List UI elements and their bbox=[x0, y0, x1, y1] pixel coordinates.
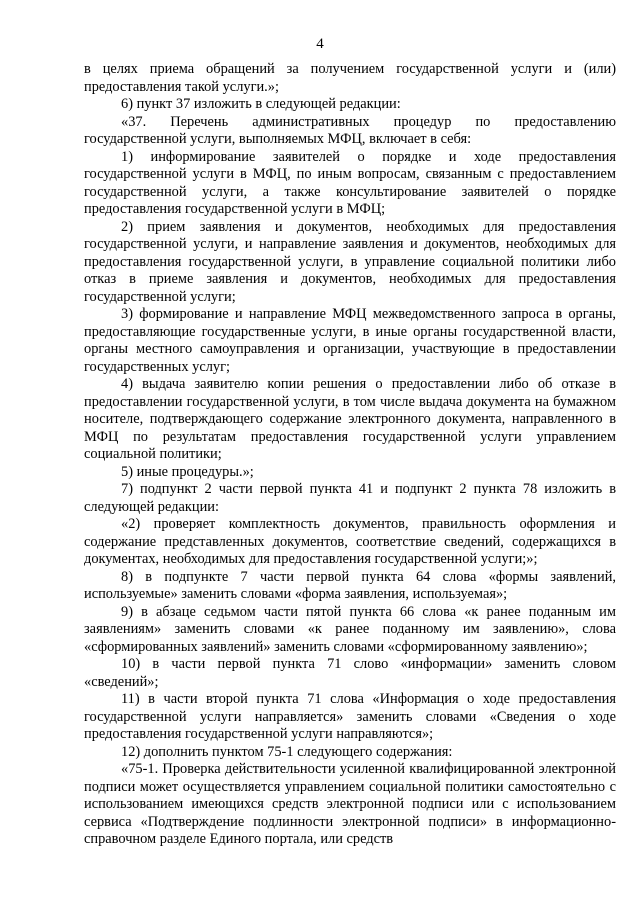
paragraph-point-75-1: «75-1. Проверка действительности усиленной квалифицированной электронной подписи может осуществляется управлением социальной политики самостоятельно с использованием имеющихся средств электронной подписи или с использованием сервиса «Подтверждение подлинности электронной подписи» в информационно-справочном разделе Единого портала, или средств bbox=[84, 761, 616, 847]
paragraph-subitem-4: 4) выдача заявителю копии решения о предоставлении либо об отказе в предоставлении государственной услуги, в том числе выдача документа на бумажном носителе, подтверждающего содержание электронного документа, направленного в МФЦ по результатам предоставления государственной услуги управлением социальной политики; bbox=[84, 376, 616, 462]
paragraph-quote-2: «2) проверяет комплектность документов, правильность оформления и содержание представленных документов, соответствие сведений, содержащихся в документах, необходимых для предоставления государственной услуги;»; bbox=[84, 516, 616, 567]
page-number: 4 bbox=[316, 36, 324, 52]
paragraph-item-7: 7) подпункт 2 части первой пункта 41 и подпункт 2 пункта 78 изложить в следующей редакции: bbox=[84, 481, 616, 515]
paragraph-item-12: 12) дополнить пунктом 75-1 следующего содержания: bbox=[121, 743, 453, 760]
paragraph-item-11: 11) в части второй пункта 71 слова «Информация о ходе предоставления государственной услуги направляется» заменить словами «Сведения о ходе предоставления государственной услуги направляются»; bbox=[84, 691, 616, 742]
document-body bbox=[84, 61, 616, 849]
paragraph-subitem-5: 5) иные процедуры.»; bbox=[121, 463, 254, 480]
paragraph-item-6: 6) пункт 37 изложить в следующей редакции: bbox=[121, 96, 401, 112]
paragraph-subitem-1: 1) информирование заявителей о порядке и ходе предоставления государственной услуги в МФЦ, по иным вопросам, связанным с предоставлением государственной услуги, а также консультирование заявителей о порядке предоставления государственной услуги в МФЦ; bbox=[84, 148, 616, 217]
paragraph-item-9: 9) в абзаце седьмом части пятой пункта 66 слова «к ранее поданным им заявлениям» заменить словами «к ранее поданному им заявлению», слова «сформированных заявлений» заменить словами «сформированному заявлению»; bbox=[84, 603, 616, 655]
paragraph-point-37: «37. Перечень административных процедур по предоставлению государственной услуги, выполняемых МФЦ, включает в себя: bbox=[84, 113, 616, 147]
paragraph-subitem-3: 3) формирование и направление МФЦ межведомственного запроса в органы, предоставляющие государственные услуги, в иные органы государственной власти, органы местного самоуправления и организации, участвующие в предоставлении государственных услуг; bbox=[84, 306, 616, 375]
paragraph-item-10: 10) в части первой пункта 71 слово «информации» заменить словом «сведений»; bbox=[84, 656, 616, 690]
paragraph-continuation: в целях приема обращений за получением государственной услуги и (или) предоставления такой услуги.»; bbox=[84, 61, 616, 95]
paragraph-item-8: 8) в подпункте 7 части первой пункта 64 слова «формы заявлений, используемые» заменить словами «форма заявления, используемая»; bbox=[84, 568, 616, 602]
paragraph-subitem-2: 2) прием заявления и документов, необходимых для предоставления государственной услуги, и направление заявления и документов, необходимых для предоставления государственной услуги, в управление социальной политики либо отказ в приеме заявления и документов, необходимых для предоставления государственной услуги; bbox=[84, 218, 616, 305]
